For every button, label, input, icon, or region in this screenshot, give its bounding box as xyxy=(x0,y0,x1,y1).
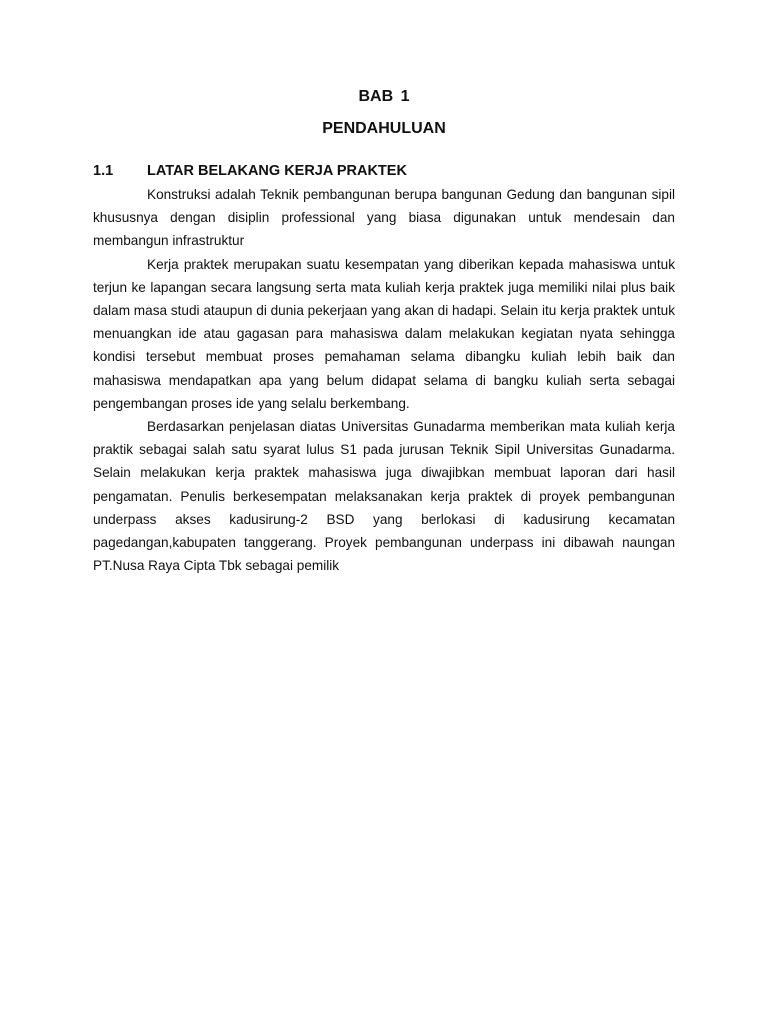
paragraph: Konstruksi adalah Teknik pembangunan berupa bangunan Gedung dan bangunan sipil khususnya dengan disiplin professional yang biasa digunakan untuk mendesain dan membangun infrastruktur xyxy=(93,187,675,249)
section-title: LATAR BELAKANG KERJA PRAKTEK xyxy=(147,163,407,179)
section-number: 1.1 xyxy=(93,163,114,179)
chapter-number: BAB 1 xyxy=(358,88,410,105)
paragraph: Berdasarkan penjelasan diatas Universitas Gunadarma memberikan mata kuliah kerja praktik sebagai salah satu syarat lulus S1 pada jurusan Teknik Sipil Universitas Gunadarma. Selain melakukan kerja praktek mahasiswa juga diwajibkan membuat laporan dari hasil pengamatan. Penulis berkesempatan melaksanakan kerja praktek di proyek pembangunan underpass akses kadusirung-2 BSD yang berlokasi di kadusirung kecamatan pagedangan,kabupaten tanggerang. Proyek pembangunan underpass ini dibawah naungan PT.Nusa Raya Cipta Tbk sebagai pemilik xyxy=(93,419,675,574)
paragraph: Kerja praktek merupakan suatu kesempatan yang diberikan kepada mahasiswa untuk terjun ke lapangan secara langsung serta mata kuliah kerja praktek juga memiliki nilai plus baik dalam masa studi ataupun di dunia pekerjaan yang akan di hadapi. Selain itu kerja praktek untuk menuangkan ide atau gagasan para mahasiswa dalam melakukan kegiatan nyata sehingga kondisi tersebut membuat proses pemahaman selama dibangku kuliah lebih baik dan mahasiswa mendapatkan apa yang belum didapat selama di bangku kuliah serta sebagai pengembangan proses ide yang selalu berkembang. xyxy=(93,256,675,411)
section-heading xyxy=(93,161,693,181)
chapter-title: PENDAHULUAN xyxy=(322,120,446,137)
body-text xyxy=(93,183,675,577)
